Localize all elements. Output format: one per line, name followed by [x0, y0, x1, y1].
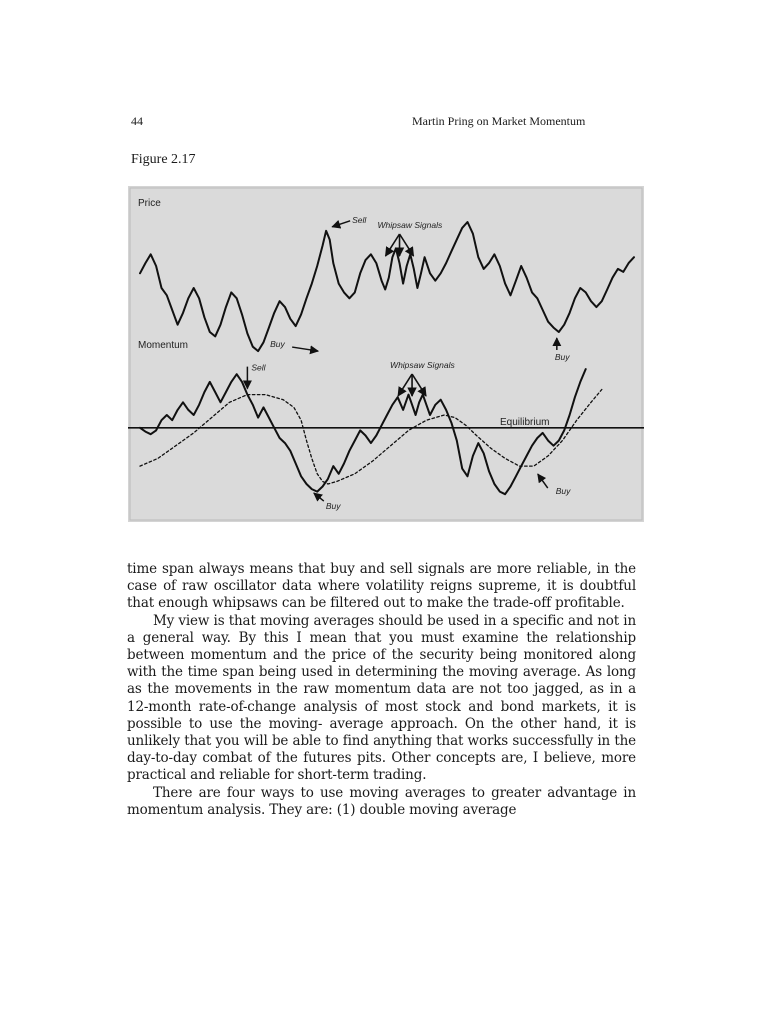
- body-paragraph: time span always means that buy and sell signals are more reliable, in the case of raw oscillator data where volatility reigns supreme, it is doubtful that enough whipsaws can be filtered out to make the trade-off profitable.: [127, 561, 636, 612]
- buy-label: Buy: [270, 339, 285, 350]
- running-title: Martin Pring on Market Momentum: [412, 114, 586, 128]
- panel-label-momentum: Momentum: [138, 340, 189, 351]
- equilibrium-label: Equilibrium: [500, 416, 550, 428]
- figure-label: Figure 2.17: [131, 152, 196, 167]
- body-text: [127, 561, 636, 819]
- buy-label: Buy: [554, 352, 570, 362]
- buy-label: Buy: [325, 501, 341, 512]
- body-paragraph: My view is that moving averages should be used in a specific and not in a general way. By this I mean that you must examine the relationship between momentum and the price of the security being monitored along with the time span being used in determining the moving average. As long as the movements in the raw momentum data are not too jagged, as in a 12-month rate-of-change analysis of most stock and bond markets, it is possible to use the moving- average approach. On the other hand, it is unlikely that you will be able to find anything that works successfully in the day-to-day combat of the futures pits. Other concepts are, I believe, more practical and reliable for short-term trading.: [127, 612, 636, 784]
- whipsaw-signals-label: Whipsaw Signals: [390, 360, 455, 370]
- sell-label: Sell: [352, 214, 367, 225]
- whipsaw-signals-label: Whipsaw Signals: [377, 220, 443, 230]
- page-number: 44: [131, 114, 143, 128]
- panel-label-price: Price: [138, 198, 161, 209]
- sell-label: Sell: [251, 362, 266, 373]
- figure-chart: [128, 186, 644, 522]
- chart-svg: [128, 186, 644, 522]
- buy-label: Buy: [555, 486, 571, 497]
- body-paragraph: There are four ways to use moving averages to greater advantage in momentum analysis. They are: (1) double moving average: [127, 784, 636, 818]
